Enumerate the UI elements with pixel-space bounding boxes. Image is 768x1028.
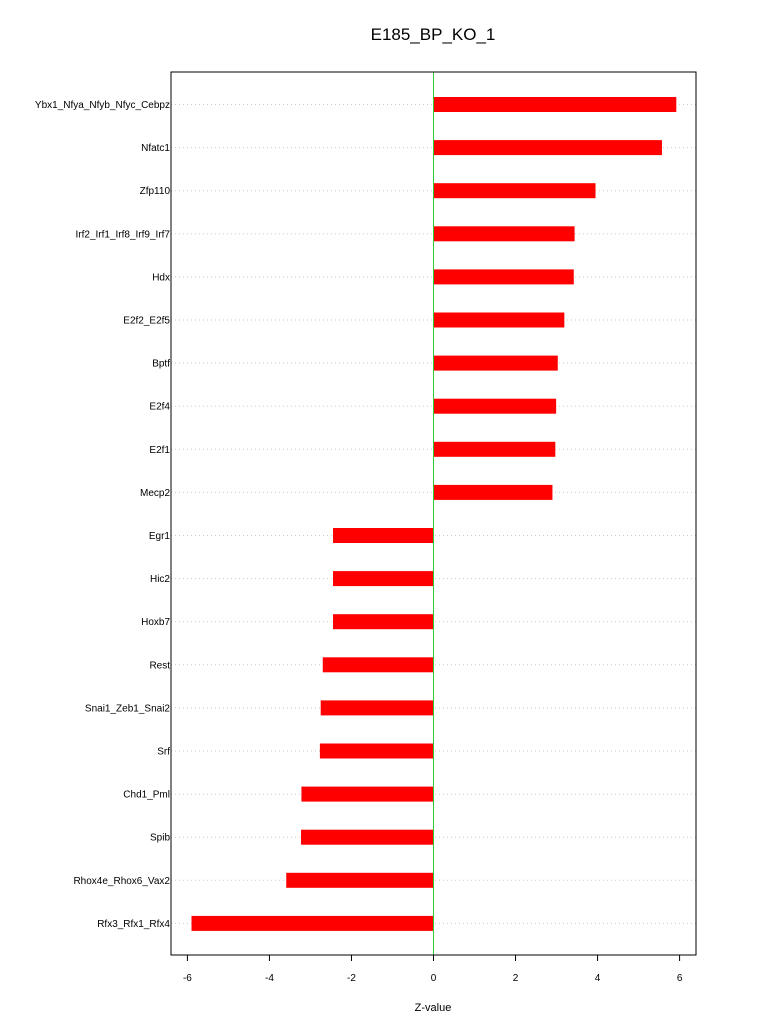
category-label: Snai1_Zeb1_Snai2 — [84, 703, 170, 715]
bar — [333, 614, 433, 629]
category-label: Chd1_Pml — [123, 789, 170, 801]
category-label: Hdx — [152, 272, 170, 284]
category-label: Rfx3_Rfx1_Rfx4 — [97, 918, 170, 930]
bar — [333, 571, 433, 586]
bar — [323, 657, 434, 672]
category-label: Hoxb7 — [141, 617, 170, 629]
category-label: E2f1 — [149, 444, 170, 456]
bar — [434, 442, 556, 457]
x-tick-label: -2 — [347, 973, 356, 984]
x-axis-title: Z-value — [414, 1002, 452, 1014]
category-labels — [35, 100, 171, 930]
x-tick-label: 0 — [430, 973, 437, 984]
x-tick-label: 6 — [676, 973, 683, 984]
bar — [434, 485, 553, 500]
category-label: Nfatc1 — [141, 143, 170, 155]
x-tick-label: 4 — [594, 973, 601, 984]
bar — [321, 700, 434, 715]
category-label: Bptf — [152, 358, 170, 370]
bar — [301, 830, 433, 845]
category-label: Srf — [157, 746, 170, 758]
category-label: Zfp110 — [139, 186, 170, 198]
x-axis — [183, 955, 683, 984]
category-label: Irf2_Irf1_Irf8_Irf9_Irf7 — [75, 229, 170, 241]
bar — [192, 916, 434, 931]
bar — [434, 313, 565, 328]
bar — [434, 183, 596, 198]
bar — [434, 269, 574, 284]
chart-title: E185_BP_KO_1 — [370, 25, 496, 44]
bar — [301, 787, 433, 802]
bar — [286, 873, 433, 888]
bar — [434, 140, 662, 155]
x-tick-label: 2 — [512, 973, 519, 984]
bar — [434, 97, 677, 112]
bar — [320, 744, 434, 759]
bar — [434, 399, 557, 414]
category-label: Hic2 — [149, 574, 170, 586]
bar — [434, 226, 575, 241]
bar — [434, 356, 558, 371]
category-label: E2f4 — [149, 401, 170, 413]
category-label: Egr1 — [148, 531, 170, 542]
category-label: Rest — [149, 660, 170, 672]
category-label: Mecp2 — [139, 487, 170, 499]
category-label: Spib — [149, 832, 170, 844]
x-tick-label: -6 — [182, 973, 192, 984]
bar — [333, 528, 433, 543]
category-label: Ybx1_Nfya_Nfyb_Nfyc_Cebpz — [34, 100, 170, 111]
category-label: E2f2_E2f5 — [123, 315, 170, 327]
x-tick-label: -4 — [264, 973, 274, 984]
category-label: Rhox4e_Rhox6_Vax2 — [73, 875, 170, 887]
